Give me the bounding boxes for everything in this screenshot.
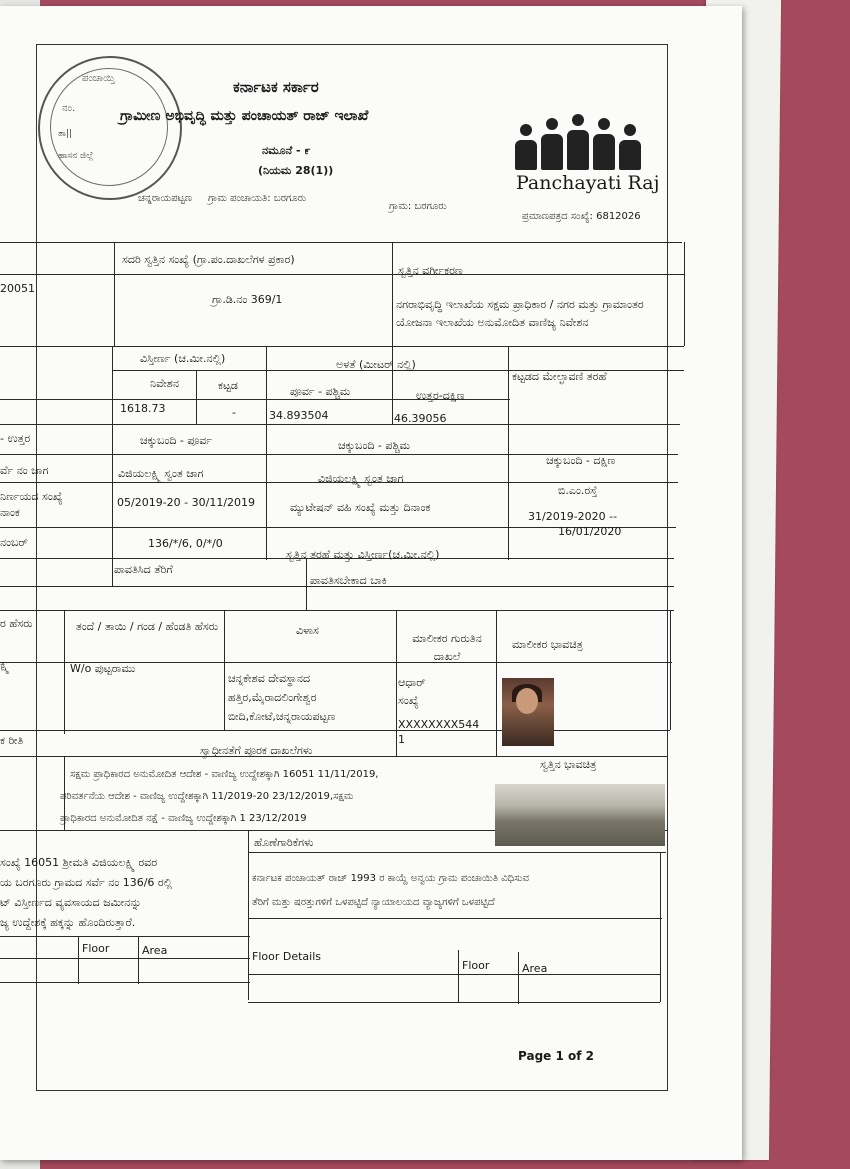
rule-line: [248, 830, 249, 1000]
rule-line: [266, 346, 267, 560]
village: ಗ್ರಾಮ: ಬರಗೂರು: [389, 201, 447, 212]
remark-line-1: ಸಂಖ್ಯೆ 16051 ಶ್ರೀಮತಿ ವಿಜಿಯಲಕ್ಷ್ಮಿ ರವರ: [0, 856, 158, 869]
logo-text: Panchayati Raj: [516, 172, 660, 194]
relation-label: ತಂದೆ / ತಾಯಿ / ಗಂಡ / ಹೆಂಡತಿ ಹೆಸರು: [75, 620, 219, 633]
seal-no: ನಂ.: [62, 103, 76, 114]
roof-type-label: ಕಟ್ಟಡದ ಮೇಲ್ಛಾವಣಿ ತರಹೆ: [512, 370, 607, 383]
liabilities-line-1: ಕರ್ನಾಟಕ ಪಂಚಾಯತ್ ರಾಜ್ 1993 ರ ಕಾಯ್ದೆ ಅನ್ವಯ ಗ್ರಾಮ ಪಂಚಾಯಿತಿ ವಿಧಿಸುವ: [252, 873, 530, 884]
west-boundary-value: ವಿಜಿಯಲಕ್ಷ್ಮಿ ಸ್ವಂತ ಜಾಗ: [318, 472, 404, 485]
rule-line: [0, 274, 684, 275]
rule-line: [138, 936, 139, 984]
liabilities-label: ಹೊಣೆಗಾರಿಕೆಗಳು: [254, 836, 314, 849]
owner-photo: [502, 678, 554, 746]
rule-line: [496, 610, 497, 756]
south-boundary-label: ಚಕ್ಕುಬಂದಿ - ದಕ್ಷಿಣ: [546, 454, 616, 467]
rule-line: [306, 558, 307, 610]
gram-panchayat: ಗ್ರಾಮ ಪಂಚಾಯತಿ: ಬರಗೂರು: [208, 193, 307, 204]
rule-line: [458, 950, 459, 1002]
east-boundary-value: ವಿಜಿಯಲಕ್ಷ್ಮಿ ಸ್ವಂತ ಜಾಗ: [118, 467, 204, 480]
acquisition-label: ಕ ರೀತಿ: [0, 734, 24, 747]
building-label: ಕಟ್ಟಡ: [218, 379, 238, 392]
gov-title: ಕರ್ನಾಟಕ ಸರ್ಕಾರ: [233, 78, 319, 96]
building-area-value: -: [232, 406, 236, 419]
property-type-label: ಸ್ವತ್ತಿನ ತರಹೆ ಮತ್ತು ವಿಸ್ತೀರ್ಣ(ಚ.ಮೀ.ನಲ್ಲಿ): [286, 548, 440, 561]
rule-line: [396, 610, 397, 756]
west-boundary-label: ಚಕ್ಕುಬಂದಿ - ಪಶ್ಚಿಮ: [338, 439, 411, 452]
id-number: XXXXXXXX544: [398, 718, 480, 731]
form-name: ನಮೂನೆ - ೯: [262, 144, 311, 157]
dimension-label: ಅಳತೆ (ಮೀಟರ್ ನಲ್ಲಿ): [336, 358, 416, 371]
property-number-label: ಸದರಿ ಸ್ವತ್ತಿನ ಸಂಖ್ಯೆ (ಗ್ರಾ.ಪಂ.ದಾಖಲೆಗಳ ಪ್ರಕಾರ): [122, 253, 295, 266]
resolution-label-2: ನಾಂಕ: [0, 506, 20, 519]
owner-name-label: ರ ಹೆಸರು: [0, 617, 33, 630]
rule-line: [0, 958, 250, 959]
form-rule: (ನಿಯಮ 28(1)): [258, 164, 334, 177]
rule-line: [64, 610, 65, 734]
remark-line-2: ಯ ಬರಗೂರು ಗ್ರಾಮದ ಸರ್ವೆ ನಂ 136/6 ರಲ್ಲಿ: [0, 876, 173, 889]
seal-line2: ತಾ||: [58, 129, 73, 139]
rule-line: [0, 346, 684, 347]
classification-label: ಸ್ವತ್ತಿನ ವರ್ಗೀಕರಣ: [398, 264, 463, 277]
seal-inner-ring: [50, 68, 168, 186]
tax-due-label: ಪಾವತಿಸಬೇಕಾದ ಬಾಕಿ: [310, 574, 387, 587]
rule-line: [392, 374, 393, 424]
rule-line: [684, 242, 685, 346]
rule-line: [114, 242, 115, 346]
owner-name-value: ಕ್ಷ್ಮಿ: [0, 658, 10, 671]
rule-line: [196, 370, 197, 424]
document-page: [0, 6, 742, 1160]
remark-line-4: ಜ್ಯ ಉದ್ದೇಶಕ್ಕೆ ಹಕ್ಕನ್ನು ಹೊಂದಿರುತ್ತಾರೆ.: [0, 916, 136, 929]
rule-line: [0, 936, 250, 937]
site-area-value: 1618.73: [120, 402, 166, 415]
rule-line: [0, 610, 674, 611]
north-south-label: ಉತ್ತರ-ದಕ್ಷಿಣ: [416, 389, 465, 402]
remark-line-3: ಟ್ ವಿಸ್ತೀರ್ಣದ ವ್ಯವಸಾಯದ ಜಮೀನನ್ನು: [0, 896, 142, 909]
owner-id-label: ಮಾಲೀಕರ ಗುರುತಿನ ದಾಖಲೆ: [412, 632, 482, 663]
rule-line: [0, 730, 670, 731]
south-boundary-value: ಬಿ.ಎಂ.ರಸ್ತೆ: [558, 484, 598, 497]
seal-line3: ಹಾಸನ ಜಿಲ್ಲೆ: [58, 151, 94, 161]
east-west-value: 34.893504: [269, 409, 329, 422]
mutation-value-2: 16/01/2020: [558, 525, 622, 538]
rule-line: [508, 346, 509, 560]
classification-value: ನಗರಾಭಿವೃದ್ಧಿ ಇಲಾಖೆಯ ಸಕ್ಷಮ ಪ್ರಾಧಿಕಾರ / ನಗರ ಮತ್ತು ಗ್ರಾಮಾಂತರ ಯೋಜನಾ ಇಲಾಖೆಯ ಅನುಮೋದಿತ ವಾಣಿಜ್ಯ ನಿವೇಶನ: [396, 298, 644, 329]
rule-line: [660, 852, 661, 1002]
panchayati-raj-logo-icon: [515, 124, 643, 170]
survey-value: 136/*/6, 0/*/0: [148, 537, 223, 550]
page-number: Page 1 of 2: [518, 1049, 594, 1063]
area-label: ವಿಸ್ತೀರ್ಣ (ಚ.ಮೀ.ನಲ್ಲಿ): [140, 352, 226, 365]
rule-line: [0, 424, 680, 425]
east-west-label: ಪೂರ್ವ - ಪಶ್ಚಿಮ: [290, 385, 351, 398]
rule-line: [248, 918, 662, 919]
rule-line: [670, 610, 671, 730]
panchayat-seal: [38, 56, 182, 200]
rule-line: [112, 346, 113, 586]
document-line-3: ಪ್ರಾಧಿಕಾರದ ಅನುಮೋದಿತ ನಕ್ಷೆ - ವಾಣಿಜ್ಯ ಉದ್ದೇಶಕ್ಕಾಗಿ 1 23/12/2019: [60, 813, 307, 824]
address-line-3: ಬೀದಿ,ಕೋಟೆ,ಚನ್ನರಾಯಪಟ್ಟಣ: [228, 710, 336, 723]
floor-header-right: Floor: [462, 959, 490, 972]
rule-line: [248, 852, 666, 853]
seal-text-top: ಪಂಚಾಯ್ತಿ: [82, 73, 115, 84]
rule-line: [78, 936, 79, 984]
north-label: - ಉತ್ತರ: [0, 432, 31, 445]
mutation-label: ಮ್ಯುಟೇಷನ್ ವಹಿ ಸಂಖ್ಯೆ ಮತ್ತು ದಿನಾಂಕ: [290, 501, 431, 514]
property-photo: [495, 784, 665, 846]
survey-label: ನಂಬರ್: [0, 536, 28, 549]
document-line-2: ಪರಿವರ್ತನೆಯ ಆದೇಶ - ವಾಣಿಜ್ಯ ಉದ್ದೇಶಕ್ಕಾಗಿ 11/2019-20 23/12/2019,ಸಕ್ಷಮ: [60, 791, 354, 802]
north-south-value: 46.39056: [394, 412, 447, 425]
mutation-value-1: 31/2019-2020 --: [528, 510, 618, 523]
liabilities-line-2: ತೆರಿಗೆ ಮತ್ತು ಷರತ್ತುಗಳಿಗೆ ಒಳಪಟ್ಟಿದೆ ನ್ಯಾಯಾಲಯದ ವ್ಯಾಜ್ಯಗಳಿಗೆ ಒಳಪಟ್ಟಿದೆ: [252, 897, 495, 908]
taluk: ಚನ್ನರಾಯಪಟ್ಟಣ: [138, 193, 193, 204]
certificate-number: ಪ್ರಮಾಣಪತ್ರದ ಸಂಖ್ಯೆ: 6812026: [522, 211, 641, 222]
area-header-left: Area: [142, 944, 168, 957]
floor-header-left: Floor: [82, 942, 110, 955]
rule-line: [248, 974, 660, 975]
rule-line: [0, 756, 668, 757]
floor-details-header: Floor Details: [252, 950, 321, 963]
id-number-label: ಸಂಖ್ಯೆ: [398, 694, 419, 707]
document-line-1: ಸಕ್ಷಮ ಪ್ರಾಧಿಕಾರದ ಅನುಮೋದಿತ ಆದೇಶ - ವಾಣಿಜ್ಯ ಉದ್ದೇಶಕ್ಕಾಗಿ 16051 11/11/2019,: [70, 769, 379, 780]
owner-photo-label: ಮಾಲೀಕರ ಭಾವಚಿತ್ರ: [512, 638, 583, 651]
resolution-label: ನಿರ್ಣಯದ ಸಂಖ್ಯೆ: [0, 490, 63, 503]
resolution-value: 05/2019-20 - 30/11/2019: [117, 496, 256, 509]
east-boundary-label: ಚಕ್ಕುಬಂದಿ - ಪೂರ್ವ: [140, 434, 213, 447]
rule-line: [0, 242, 682, 243]
id-number-suffix: 1: [398, 733, 405, 746]
rule-line: [392, 242, 393, 374]
property-photo-label: ಸ್ವತ್ತಿನ ಭಾವಚಿತ್ರ: [540, 758, 597, 771]
documents-label: ಸ್ವಾಧೀನತೆಗೆ ಪೂರಕ ದಾಖಲೆಗಳು: [200, 744, 313, 757]
address-label: ವಿಳಾಸ: [296, 624, 319, 637]
id-type: ಆಧಾರ್: [398, 676, 426, 689]
relation-value: W/o ಪುಟ್ಟರಾಮು: [70, 662, 136, 675]
rule-line: [224, 610, 225, 730]
north-boundary-value: ರ್ವೆ ನಂ ಜಾಗ: [0, 464, 49, 477]
rule-line: [248, 1002, 660, 1003]
rule-line: [0, 982, 250, 983]
area-header-right: Area: [522, 962, 548, 975]
address-line-2: ಹತ್ತಿರ,ಮೈರಾದಲಿಂಗೇಶ್ವರ: [228, 691, 317, 704]
address-line-1: ಚನ್ನಕೇಶವ ದೇವಸ್ಥಾನದ: [228, 672, 311, 685]
tax-paid-label: ಪಾವತಿಸಿದ ತೆರಿಗೆ: [114, 563, 173, 576]
property-number-value: ಗ್ರಾ.ಡಿ.ನಂ 369/1: [212, 293, 283, 306]
site-label: ನಿವೇಶನ: [150, 377, 179, 390]
property-id-partial: 20051: [0, 282, 35, 295]
rule-line: [518, 952, 519, 1004]
dept-title: ಗ್ರಾಮೀಣ ಅಭಿವೃದ್ಧಿ ಮತ್ತು ಪಂಚಾಯತ್ ರಾಜ್ ಇಲಾಖೆ: [120, 108, 369, 124]
